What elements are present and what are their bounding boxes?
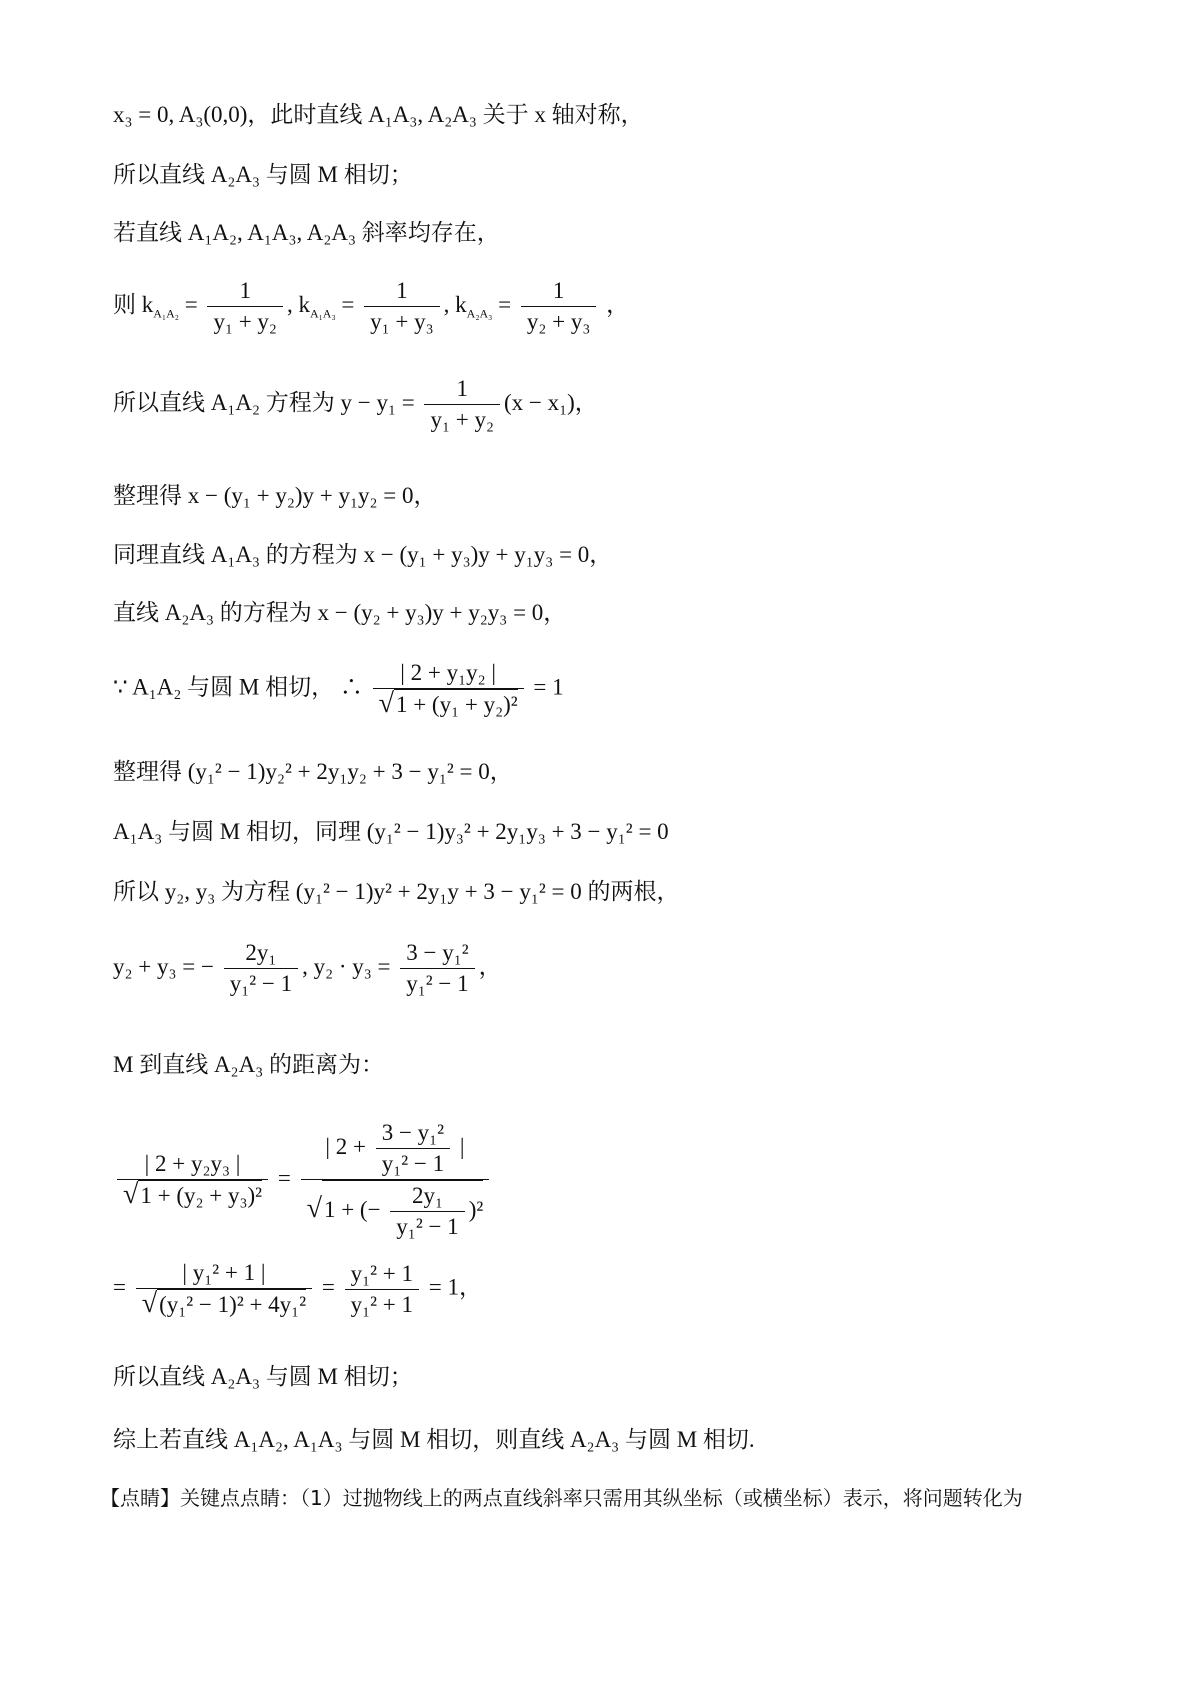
simplified-equals: =: [316, 1274, 341, 1300]
simplified-num-1: | y₁² + 1 |: [136, 1258, 312, 1289]
slope-suffix: ，: [600, 291, 630, 317]
text-line-17: 所以直线 A₂A₃ 与圆 M 相切；: [113, 1364, 413, 1389]
line-eq-num: 1: [424, 374, 500, 405]
simplified-den-1-wrap: [136, 1289, 312, 1320]
text-line-12: 所以 y₂, y₃ 为方程 (y₁² − 1)y² + 2y₁y + 3 − y₁² = 0 的两根，: [113, 879, 680, 904]
fraction-3: [521, 276, 597, 337]
distance-fraction-1: [117, 1149, 268, 1211]
line-eq-prefix: 所以直线 A₁A₂ 方程为 y − y₁ =: [113, 389, 421, 415]
text-line-1: x₃ = 0, A₃(0,0)，此时直线 A₁A₃, A₂A₃ 关于 x 轴对称，: [113, 102, 644, 127]
distance-num-2d: |: [454, 1133, 465, 1159]
slope-equations: 则 $k_{A_1A_2}$ = $\frac{1}{\text{y₁ + y₂}}$ , $k_{A_1A_3}$ = $\frac{1}{\text{y₁ + y₃}}$ , $k_{A_2A_3}$ = $\frac{1}{\text{y₂ + y₃}}$ ，: [113, 276, 629, 337]
tangent-num: | 2 + y₁y₂ |: [373, 658, 524, 689]
sqrt-icon-3: √: [306, 1192, 322, 1224]
distance-den-2a: 1 + (−: [323, 1196, 387, 1222]
text-line-6: 整理得 x − (y₁ + y₂)y + y₁y₂ = 0，: [113, 483, 437, 508]
vieta-mid: , y₂ · y₃ =: [302, 953, 397, 979]
fraction-2-num: 1: [364, 276, 440, 307]
distance-den-2: [322, 1180, 483, 1242]
sqrt-icon-4: √: [141, 1288, 158, 1319]
line-eq-den: y₁ + y₂: [430, 407, 494, 432]
slope-sub-2: A₁A₃: [309, 306, 336, 321]
slope-sub-1: A₁A₂: [153, 306, 179, 321]
vieta-fraction-1: [224, 938, 298, 999]
equals-1: =: [178, 291, 204, 317]
distance-num-2: [301, 1118, 490, 1180]
sqrt-icon: √: [378, 688, 394, 719]
equals-2: =: [335, 291, 361, 317]
slope-symbol-3: k: [455, 291, 467, 317]
text-line-11: A₁A₃ 与圆 M 相切，同理 (y₁² − 1)y₃² + 2y₁y₃ + 3 − y₁² = 0: [113, 819, 669, 844]
tangent-condition: [113, 658, 564, 720]
key-point-note: 【点睛】关键点点睛：（1）过抛物线上的两点直线斜率只需用其纵坐标（或横坐标）表示，将问题转化为: [100, 1486, 1023, 1510]
equals-3: =: [492, 291, 517, 317]
simplified-prefix: =: [113, 1274, 132, 1300]
simplified-suffix: = 1，: [422, 1274, 482, 1300]
distance-inner-fraction-1: [376, 1118, 450, 1179]
tangent-suffix: = 1: [527, 674, 564, 700]
line-eq-suffix: (x − x₁)，: [503, 389, 598, 415]
fraction-3-num: 1: [521, 276, 597, 307]
line-eq-fraction: [424, 374, 500, 435]
tangent-den-wrap: [373, 689, 524, 720]
text-line-18: 综上若直线 A₁A₂, A₁A₃ 与圆 M 相切，则直线 A₂A₃ 与圆 M 相切.: [113, 1427, 755, 1452]
simplified-fraction-1: [136, 1258, 312, 1320]
simplified-den-2: y₁² + 1: [350, 1291, 413, 1317]
line-a1a2-equation: [113, 374, 598, 435]
text-line-3: 若直线 A₁A₂, A₁A₃, A₂A₃ 斜率均存在，: [113, 220, 500, 245]
fraction-2: [364, 276, 440, 337]
vieta-num-1: 2y₁: [224, 938, 298, 969]
distance-inner-den-2: y₁² − 1: [396, 1214, 459, 1239]
text-line-10: 整理得 (y₁² − 1)y₂² + 2y₁y₂ + 3 − y₁² = 0，: [113, 759, 513, 784]
vieta-suffix: ，: [478, 953, 502, 979]
distance-formula: [113, 1118, 493, 1242]
fraction-3-den: y₂ + y₃: [526, 309, 591, 334]
distance-inner-fraction-2: [390, 1181, 464, 1242]
fraction-2-den: y₁ + y₃: [370, 309, 434, 334]
text-line-8: 直线 A₂A₃ 的方程为 x − (y₂ + y₃)y + y₂y₃ = 0，: [113, 600, 567, 625]
tangent-prefix: ∵ A₁A₂ 与圆 M 相切， ∴: [113, 674, 369, 700]
distance-inner-num-2: 2y₁: [390, 1181, 464, 1212]
distance-simplified: [113, 1258, 482, 1320]
simplified-den-1: (y₁² − 1)² + 4y₁²: [157, 1289, 306, 1320]
text-line-7: 同理直线 A₁A₃ 的方程为 x − (y₁ + y₃)y + y₁y₃ = 0，: [113, 542, 613, 567]
vieta-prefix: y₂ + y₃ = −: [113, 953, 220, 979]
distance-den-1: 1 + (y₂ + y₃)²: [138, 1180, 262, 1211]
tangent-den: 1 + (y₁ + y₂)²: [394, 689, 518, 720]
distance-num-1: | 2 + y₂y₃ |: [117, 1149, 268, 1180]
distance-num-2a: | 2 +: [325, 1133, 372, 1159]
distance-den-2-wrap: [301, 1180, 490, 1242]
distance-den-1-wrap: [117, 1180, 268, 1211]
distance-equals: =: [272, 1165, 297, 1191]
slope-symbol: k: [141, 291, 154, 317]
fraction-1: [207, 276, 283, 337]
vieta-fraction-2: [400, 938, 474, 999]
distance-inner-den-1: y₁² − 1: [381, 1151, 445, 1176]
vieta-den-1: y₁² − 1: [229, 971, 293, 996]
tangent-fraction: [373, 658, 524, 720]
distance-inner-num-1: 3 − y₁²: [376, 1118, 450, 1149]
slope-symbol-2: k: [298, 291, 310, 317]
distance-den-2d: )²: [468, 1196, 484, 1222]
fraction-1-den: y₁ + y₂: [213, 309, 277, 334]
vieta-den-2: y₁² − 1: [406, 971, 469, 996]
distance-fraction-2: [301, 1118, 490, 1242]
vieta-formulas: [113, 938, 502, 999]
slope-sub-3: A₂A₃: [466, 306, 493, 321]
simplified-fraction-2: [345, 1259, 419, 1320]
simplified-num-2: y₁² + 1: [345, 1259, 419, 1290]
slope-prefix: 则: [113, 291, 142, 317]
text-line-14: M 到直线 A₂A₃ 的距离为：: [113, 1052, 384, 1077]
vieta-num-2: 3 − y₁²: [400, 938, 474, 969]
fraction-1-num: 1: [207, 276, 283, 307]
sqrt-icon-2: √: [123, 1179, 139, 1210]
text-line-2: 所以直线 A₂A₃ 与圆 M 相切；: [113, 162, 413, 187]
